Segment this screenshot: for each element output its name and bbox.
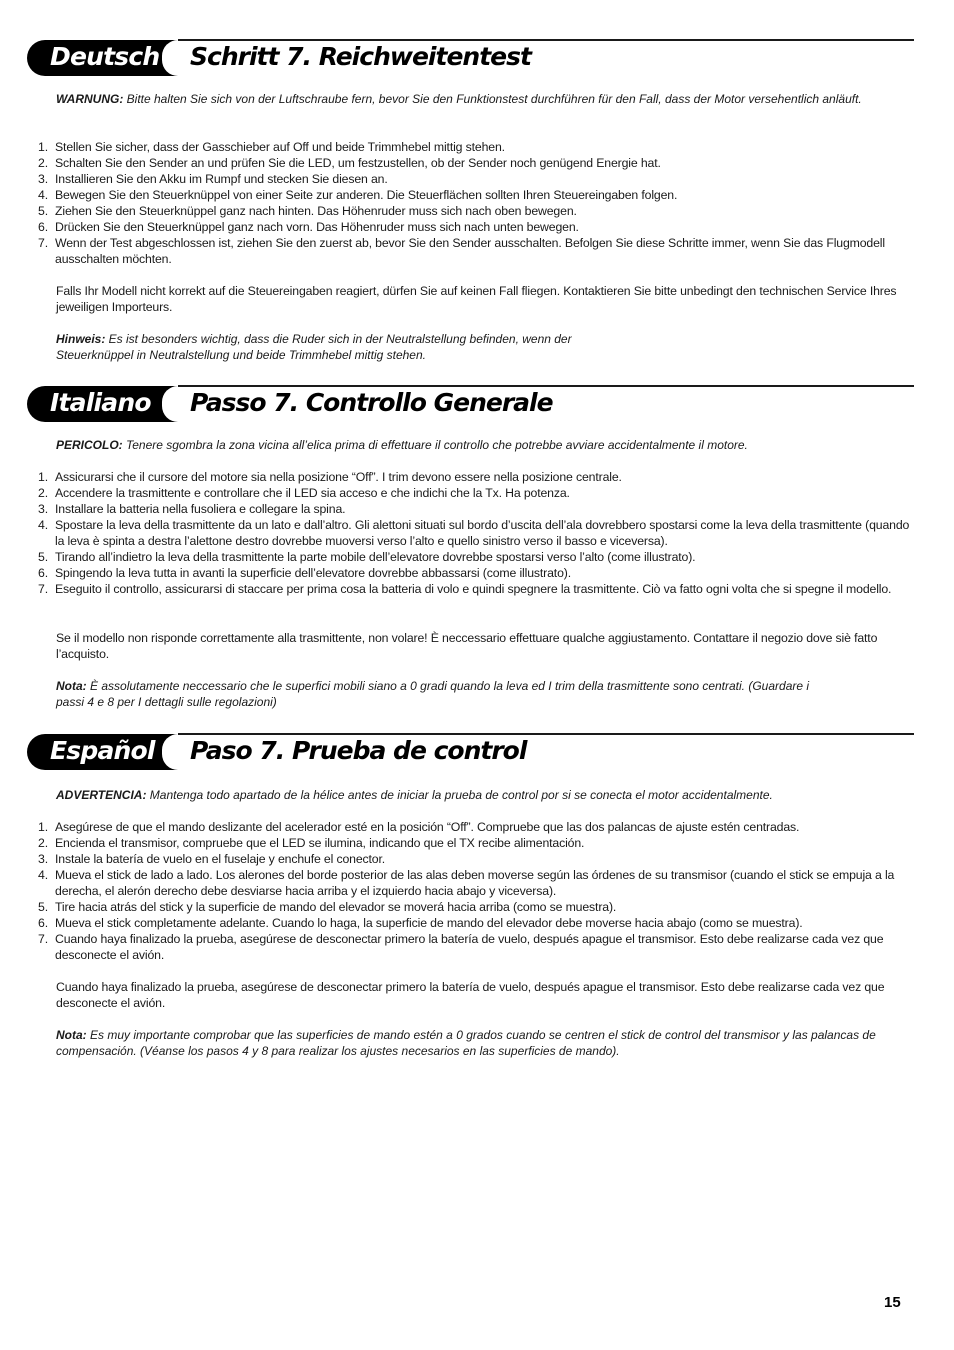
list-item xyxy=(38,899,918,915)
page-number: 15 xyxy=(884,1294,901,1311)
step-number: 1. xyxy=(38,140,48,154)
warning-text xyxy=(56,787,916,803)
steps-list xyxy=(38,469,918,597)
step-text: Accendere la trasmittente e controllare che il LED sia acceso e che indichi che la Tx. Ha potenza. xyxy=(55,486,570,500)
step-text: Asegúrese de que el mando deslizante del acelerador esté en la posición “Off”. Compruebe que las dos palancas de ajuste estén centradas. xyxy=(55,820,800,834)
list-item xyxy=(38,835,918,851)
step-text: Stellen Sie sicher, dass der Gasschieber auf Off und beide Trimmhebel mittig stehen. xyxy=(55,140,505,154)
step-number: 3. xyxy=(38,852,48,866)
step-text: Bewegen Sie den Steuerknüppel von einer Seite zur anderen. Die Steuerflächen sollten Ihren Steuereingaben folgen. xyxy=(55,188,678,202)
list-item xyxy=(38,235,918,267)
language-tab: Español xyxy=(27,734,178,770)
note-label: Hinweis: xyxy=(56,332,106,346)
warning-label: ADVERTENCIA: xyxy=(56,788,147,802)
list-item xyxy=(38,171,918,187)
list-item xyxy=(38,851,918,867)
note-text xyxy=(56,331,636,363)
note-body: Es ist besonders wichtig, dass die Ruder sich in der Neutralstellung befinden, wenn der Steuerknüppel in Neutralstellung und beide Trimmhebel mittig stehen. xyxy=(56,332,572,362)
steps-list xyxy=(38,139,918,267)
language-tab: Deutsch xyxy=(27,40,178,76)
warning-text xyxy=(56,437,916,453)
step-text: Spingendo la leva tutta in avanti la superficie dell’elevatore dovrebbe abbassarsi (come illustrato). xyxy=(55,566,571,580)
step-text: Mueva el stick completamente adelante. Cuando lo haga, la superficie de mando del elevador debe moverse hacia abajo (como se muestra). xyxy=(55,916,803,930)
step-number: 5. xyxy=(38,204,48,218)
list-item xyxy=(38,819,918,835)
list-item xyxy=(38,565,918,581)
list-item xyxy=(38,139,918,155)
step-number: 5. xyxy=(38,550,48,564)
warning-label: WARNUNG: xyxy=(56,92,124,106)
step-text: Encienda el transmisor, compruebe que el LED se ilumina, indicando que el TX recibe alimentación. xyxy=(55,836,585,850)
warning-body: Tenere sgombra la zona vicina all’elica prima di effettuare il controllo che potrebbe avviare accidentalmente il motore. xyxy=(122,438,748,452)
step-number: 4. xyxy=(38,868,48,882)
step-number: 5. xyxy=(38,900,48,914)
note-label: Nota: xyxy=(56,679,87,693)
list-item xyxy=(38,203,918,219)
note-text xyxy=(56,1027,916,1059)
warning-text xyxy=(56,91,916,107)
language-tab: Italiano xyxy=(27,386,178,422)
step-number: 2. xyxy=(38,836,48,850)
step-text: Ziehen Sie den Steuerknüppel ganz nach hinten. Das Höhenruder muss sich nach oben bewegen. xyxy=(55,204,577,218)
info-paragraph: Se il modello non risponde correttamente alla trasmittente, non volare! È neccessario effettuare qualche aggiustamento. Contattare il negozio dove siè fatto l’acquisto. xyxy=(56,631,878,661)
step-number: 7. xyxy=(38,236,48,250)
step-text: Installare la batteria nella fusoliera e collegare la spina. xyxy=(55,502,346,516)
list-item xyxy=(38,485,918,501)
step-number: 3. xyxy=(38,502,48,516)
step-text: Wenn der Test abgeschlossen ist, ziehen Sie den zuerst ab, bevor Sie den Sender ausschalten. Befolgen Sie diese Schritte immer, wenn Sie das Flugmodell ausschalten möchten. xyxy=(55,236,885,266)
step-text: Spostare la leva della trasmittente da un lato e dall’altro. Gli alettoni situati sul bordo d’uscita dell’ala dovrebbero spostarsi come la leva della trasmittente (quando la leva è spinta a destra l’alettone destro dovrebbe muoversi verso l’alto e quello sinistro verso il basso e viceversa). xyxy=(55,518,910,548)
list-item xyxy=(38,155,918,171)
warning-label: PERICOLO: xyxy=(56,438,123,452)
note-label: Nota: xyxy=(56,1028,87,1042)
list-item xyxy=(38,867,918,899)
section-title: Paso 7. Prueba de control xyxy=(190,736,527,765)
step-number: 4. xyxy=(38,188,48,202)
step-number: 6. xyxy=(38,220,48,234)
step-text: Schalten Sie den Sender an und prüfen Sie die LED, um festzustellen, ob der Sender noch genügend Energie hat. xyxy=(55,156,661,170)
list-item xyxy=(38,219,918,235)
step-text: Tirando all’indietro la leva della trasmittente la parte mobile dell’elevatore dovrebbe spostarsi verso l’alto (come illustrato). xyxy=(55,550,696,564)
step-number: 2. xyxy=(38,156,48,170)
step-text: Assicurarsi che il cursore del motore sia nella posizione “Off”. I trim devono essere nella posizione centrale. xyxy=(55,470,622,484)
step-text: Cuando haya finalizado la prueba, asegúrese de desconectar primero la batería de vuelo, después apague el transmisor. Esto debe realizarse cada vez que desconecte el avión. xyxy=(55,932,884,962)
step-number: 6. xyxy=(38,566,48,580)
list-item xyxy=(38,469,918,485)
step-text: Tire hacia atrás del stick y la superficie de mando del elevador se moverá hacia arriba (como se muestra). xyxy=(55,900,617,914)
list-item xyxy=(38,915,918,931)
list-item xyxy=(38,931,918,963)
step-number: 7. xyxy=(38,932,48,946)
list-item xyxy=(38,187,918,203)
step-number: 1. xyxy=(38,470,48,484)
step-number: 4. xyxy=(38,518,48,532)
section-title: Passo 7. Controllo Generale xyxy=(190,388,553,417)
section-title: Schritt 7. Reichweitentest xyxy=(190,42,531,71)
step-text: Mueva el stick de lado a lado. Los alerones del borde posterior de las alas deben moverse según las órdenes de su transmisor (cuando el stick se empuja a la derecha, el alerón derecho debe desviarse hacia arriba y el izquierdo hacia abajo y viceversa). xyxy=(55,868,895,898)
step-text: Drücken Sie den Steuerknüppel ganz nach vorn. Das Höhenruder muss sich nach unten bewegen. xyxy=(55,220,579,234)
list-item xyxy=(38,517,918,549)
step-number: 7. xyxy=(38,582,48,596)
step-number: 2. xyxy=(38,486,48,500)
step-number: 3. xyxy=(38,172,48,186)
step-text: Installieren Sie den Akku im Rumpf und stecken Sie diesen an. xyxy=(55,172,388,186)
note-text xyxy=(56,678,836,710)
step-text: Eseguito il controllo, assicurarsi di staccare per prima cosa la batteria di volo e quindi spegnere la trasmittente. Ciò va fatto ogni volta che si spegne il modello. xyxy=(55,582,892,596)
info-paragraph: Cuando haya finalizado la prueba, asegúrese de desconectar primero la batería de vuelo, después apague el transmisor. Esto debe realizarse cada vez que desconecte el avión. xyxy=(56,980,885,1010)
note-body: Es muy importante comprobar que las superficies de mando estén a 0 grados cuando se centren el stick de control del transmisor y las palancas de compensación. (Véanse los pasos 4 y 8 para realizar los ajustes necesarios en las superficies de mando). xyxy=(56,1028,876,1058)
info-paragraph: Falls Ihr Modell nicht korrekt auf die Steuereingaben reagiert, dürfen Sie auf keinen Fall fliegen. Kontaktieren Sie bitte unbedingt den technischen Service Ihres jeweiligen Importeurs. xyxy=(56,284,897,314)
steps-list xyxy=(38,819,918,963)
list-item xyxy=(38,501,918,517)
note-body: È assolutamente neccessario che le superfici mobili siano a 0 gradi quando la leva ed I trim della trasmittente sono centrati. (Guardare i passi 4 e 8 per I dettagli sulle regolazioni) xyxy=(56,679,810,709)
list-item xyxy=(38,549,918,565)
warning-body: Mantenga todo apartado de la hélice antes de iniciar la prueba de control por si se conecta el motor accidentalmente. xyxy=(146,788,773,802)
step-number: 6. xyxy=(38,916,48,930)
warning-body: Bitte halten Sie sich von der Luftschraube fern, bevor Sie den Funktionstest durchführen für den Fall, dass der Motor versehentlich anläuft. xyxy=(123,92,862,106)
list-item xyxy=(38,581,918,597)
step-text: Instale la batería de vuelo en el fuselaje y enchufe el conector. xyxy=(55,852,386,866)
step-number: 1. xyxy=(38,820,48,834)
